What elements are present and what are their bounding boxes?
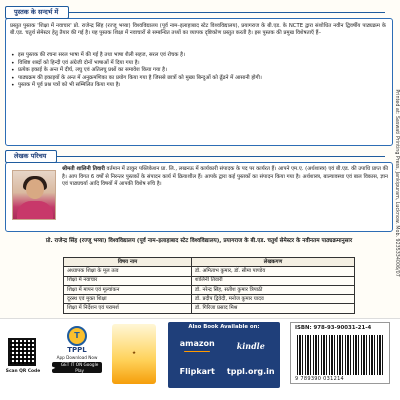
scan-qr-label: Scan QR Code <box>5 369 41 374</box>
feature-item: • इस पुस्तक की रचना सरल भाषा में की गई है तथा भाषा शैली सहज, सरल एवं रोचक है। <box>10 52 386 59</box>
table-header-row <box>64 258 355 267</box>
printer-imprint-text: Printed at: Saswati Printing Press, Jankipuram, Lucknow. Mob. 9235334006/07 <box>394 89 400 277</box>
about-section-header <box>5 6 69 19</box>
store-availability-box <box>168 322 280 388</box>
play-triangle-icon: ▶ <box>52 365 56 371</box>
table-row <box>64 304 355 313</box>
also-available-heading: Also Book Available on: <box>188 324 260 330</box>
tppl-download-label: App Download Now <box>56 354 98 360</box>
authors-cell: डॉ. प्रदीप द्विवेदी, मनोज कुमार यादव <box>192 295 355 304</box>
promo-graphic <box>112 324 156 384</box>
table-row <box>64 276 355 285</box>
feature-item: • विशिष्ट शब्दों को हिन्दी एवं अंग्रेजी दोनों भाषाओं में दिया गया है। <box>10 60 386 67</box>
subject-cell: दूरस्थ एवं मुक्त शिक्षा <box>64 295 192 304</box>
authors-cell: डॉ. गिरिजा प्रसाद मिश्र <box>192 304 355 313</box>
col-header-authors: लेखकगण <box>192 258 355 267</box>
amazon-label: amazon <box>179 339 215 349</box>
authors-cell: डॉ. अमिताभ कुमार, डॉ. सीमा पाण्डेय <box>192 267 355 276</box>
authors-cell: शालिनी तिवारी <box>192 276 355 285</box>
author-heading: लेखक परिचय <box>5 150 57 162</box>
google-play-label: GET IT ON Google Play <box>60 362 99 373</box>
website-link[interactable]: tppl.org.in <box>226 367 275 377</box>
syllabus-table <box>63 257 355 314</box>
table-row <box>64 285 355 294</box>
tppl-name: TPPL <box>67 346 87 354</box>
author-bio <box>62 166 388 189</box>
authors-cell: डॉ. नरेन्द्र सिंह, सतीश कुमार त्रिपाठी <box>192 285 355 294</box>
amazon-logo[interactable] <box>172 334 223 358</box>
author-photo <box>12 170 56 220</box>
isbn-digits: 9 789390 031214 <box>295 376 345 382</box>
subject-cell: शिक्षा में नवाचार <box>64 276 192 285</box>
google-play-badge[interactable] <box>52 362 102 373</box>
feature-item: • पाठ्यक्रम की इकाइयों के अन्त में अनुक्रमणिका का प्रयोग किया गया है जिससे छात्रों को मुख्य बिन्दुओं को ढूँढने में आसानी होगी। <box>10 75 386 82</box>
col-header-subject: विषय नाम <box>64 258 192 267</box>
author-section-header <box>5 150 57 163</box>
feature-item: • प्रत्येक इकाई के अन्त में दीर्घ, लघु एवं अतिलघु प्रश्नों का समावेश किया गया है। <box>10 67 386 74</box>
about-intro: प्रस्तुत पुस्तक 'शिक्षा में नवाचार' प्रो. राजेन्द्र सिंह (रज्जू भय्या) विश्वविद्यालय (पूर्व नाम–इलाहाबाद स्टेट विश्वविद्यालय), प्रयागराज के बी.एड. के NCTE द्वारा संशोधित नवीन द्विवर्षीय पाठ्यक्रम के बी.एड. चतुर्थ सेमेस्टर हेतु तैयार की गई है। यह पुस्तक शिक्षा में नवाचारों से सम्बन्धित तथ्यों का व्यापक दृष्टिकोण प्रस्तुत करती है। इस पुस्तक की प्रमुख विशेषताएँ हैं– <box>10 23 386 36</box>
table-row <box>64 295 355 304</box>
barcode <box>297 335 385 375</box>
about-heading: पुस्तक के सन्दर्भ में <box>5 6 69 18</box>
subject-cell: शिक्षा में निर्देशन एवं परामर्श <box>64 304 192 313</box>
kindle-logo[interactable]: kindle <box>236 340 265 351</box>
header-rule <box>5 156 385 157</box>
syllabus-title: प्रो. राजेन्द्र सिंह (रज्जू भय्या) विश्वविद्यालय (पूर्व नाम–इलाहाबाद स्टेट विश्वविद्यालय), प्रयागराज के बी.एड. चतुर्थ सेमेस्टर के नवीनतम पाठ्यक्रमानुसार <box>45 238 353 244</box>
table-row <box>64 267 355 276</box>
qr-code[interactable] <box>8 338 36 366</box>
promo-graphic-icon: ★ <box>131 351 137 357</box>
tppl-app-promo[interactable] <box>48 326 106 373</box>
feature-list <box>10 52 386 90</box>
subject-cell: शिक्षा में मापन एवं मूल्यांकन <box>64 285 192 294</box>
tppl-logo-icon: T <box>67 326 87 346</box>
printer-imprint <box>389 40 399 330</box>
isbn-label: ISBN: 978-93-90031-21-4 <box>295 325 372 331</box>
isbn-barcode-box <box>290 322 390 384</box>
subject-cell: अध्यापक शिक्षा के मूल तत्व <box>64 267 192 276</box>
feature-item: • पुस्तक में पूर्व प्रश्न पत्रों को भी सम्मिलित किया गया है। <box>10 82 386 89</box>
flipkart-logo[interactable]: Flipkart <box>179 367 215 377</box>
author-bio-text: वर्तमान में ठाकुर पब्लिकेशन प्रा. लि., लखनऊ में कार्यकारी संपादक के पद पर कार्यरत हैं। आपने एम.ए. (अर्थशास्त्र) एवं बी.एड. की उपाधि प्राप्त की है। आप विगत 6 वर्षों से निरन्तर पुस्तकों के संपादन कार्य में क्रियाशील हैं। आपके द्वारा कई पुस्तकों का संपादन किया गया है। अर्थशास्त्र, बाल्यावस्था एवं बाल विकास, ज्ञान एवं पाठ्यचर्या आदि विषयों में आपकी विशेष रुचि है। <box>62 166 389 188</box>
author-name: श्रीमती शालिनी तिवारी <box>62 166 105 172</box>
